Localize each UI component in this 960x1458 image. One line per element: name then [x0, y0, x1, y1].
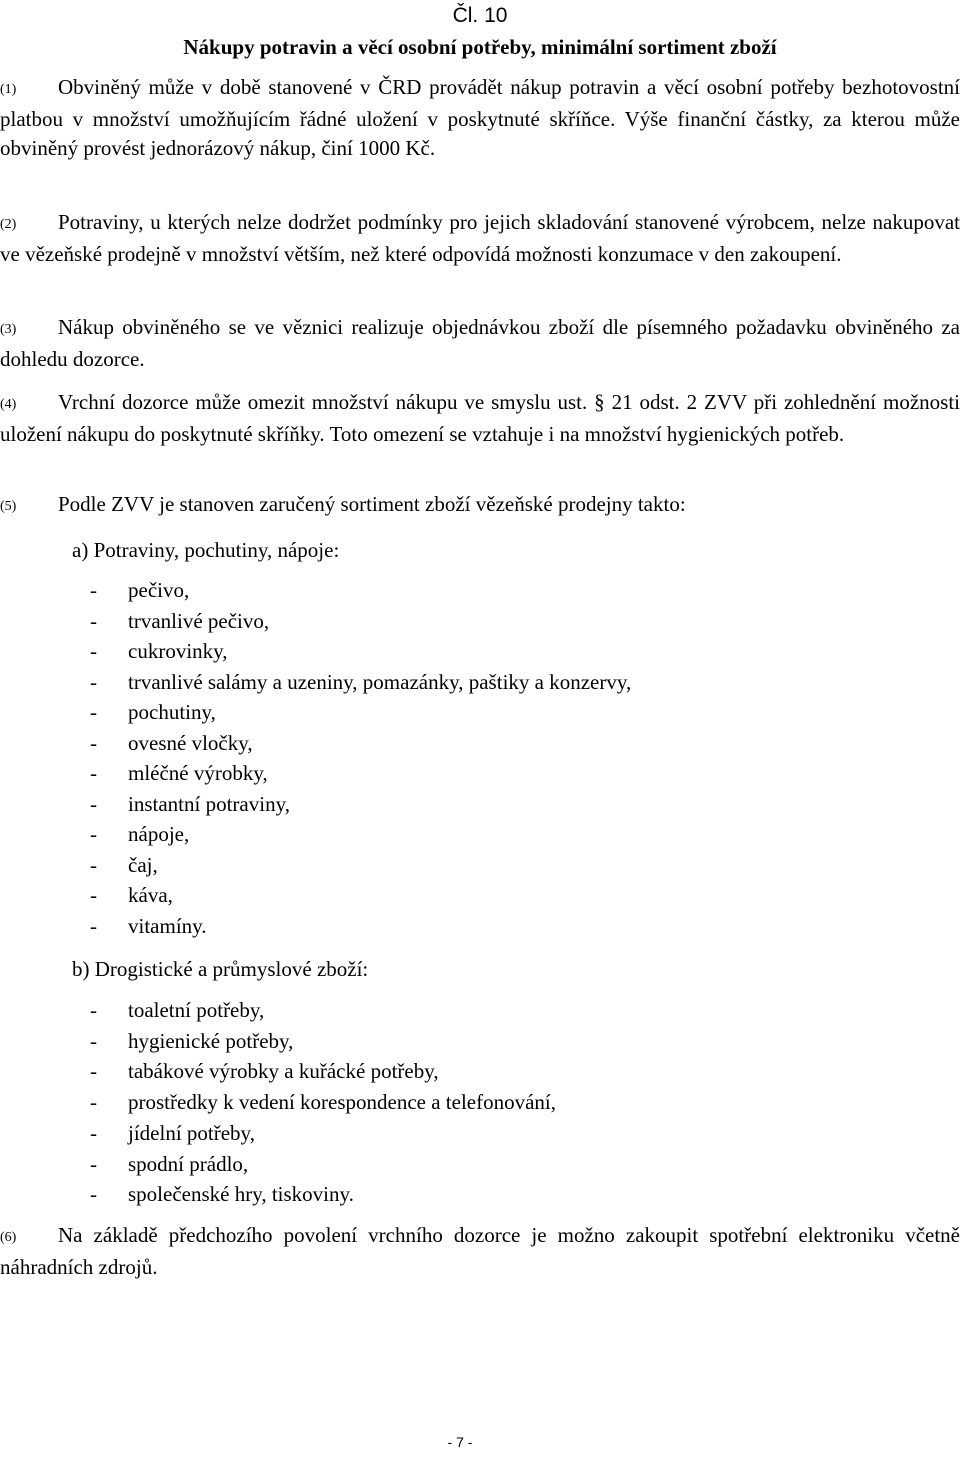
- paragraph-text-before: Vrchní dozorce může omezit množství nákupu ve smyslu ust.: [58, 390, 595, 414]
- list-item-text: jídelní potřeby,: [128, 1120, 255, 1145]
- list-item-text: toaletní potřeby,: [128, 998, 265, 1022]
- paragraph-text: Obviněný může v době stanovené v ČRD provádět nákup potravin a věcí osobní potřeby bezhotovostní platbou v množství umožňujícím řádné uložení v poskytnuté skříňce. Výše finanční částky, za kterou může obviněný provést jednorázový nákup, činí 1000 Kč.: [0, 75, 960, 160]
- list-item: [90, 880, 631, 911]
- list-dash: -: [90, 578, 97, 602]
- list-item-text: trvanlivé pečivo,: [128, 608, 270, 633]
- list-item: [90, 575, 631, 606]
- list-item-text: cukrovinky,: [128, 639, 228, 663]
- list-dash: -: [90, 791, 97, 816]
- paragraph-5: [0, 490, 960, 522]
- list-item-text: čaj,: [128, 852, 158, 877]
- article-number: Čl. 10: [452, 4, 508, 27]
- list-dash: -: [90, 761, 97, 785]
- list-dash: -: [90, 1028, 97, 1053]
- list-item-text: mléčné výrobky,: [128, 761, 268, 785]
- paragraph-text: Na základě předchozího povolení vrchního dozorce je možno zakoupit spotřební elektroniku včetně náhradních zdrojů.: [0, 1223, 960, 1279]
- list-item: [90, 697, 631, 728]
- paragraph-number: (6): [0, 1230, 17, 1245]
- list-item-text: pečivo,: [128, 578, 190, 602]
- list-item: [90, 1149, 556, 1180]
- food-list-heading: a) Potraviny, pochutiny, nápoje:: [72, 538, 340, 562]
- list-item-text: káva,: [128, 883, 173, 907]
- list-item: [90, 667, 631, 698]
- list-item-text: prostředky k vedení korespondence a telefonování,: [128, 1090, 557, 1115]
- list-dash: -: [90, 639, 97, 663]
- list-item: [90, 636, 631, 667]
- list-item: [90, 1056, 556, 1087]
- list-dash: -: [90, 608, 97, 633]
- paragraph-text: Nákup obviněného se ve věznici realizuje objednávkou zboží dle písemného požadavku obviněného za dohledu dozorce.: [0, 315, 960, 371]
- paragraph-1: [0, 73, 960, 164]
- list-item-text: nápoje,: [128, 822, 190, 846]
- list-dash: -: [90, 998, 97, 1022]
- list-item: [90, 728, 631, 759]
- list-item: [90, 1179, 556, 1210]
- paragraph-3: [0, 313, 960, 374]
- paragraph-text-after: 21 odst. 2 ZVV při zohlednění možnosti uložení nákupu do poskytnuté skříňky. Toto omezení se vztahuje i na množství hygienických potřeb.: [0, 390, 960, 446]
- list-item: [90, 1087, 556, 1118]
- list-item: [90, 1118, 556, 1149]
- list-item: [90, 850, 631, 881]
- paragraph-text: Podle ZVV je stanoven zaručený sortiment zboží vězeňské prodejny takto:: [58, 492, 686, 516]
- list-dash: -: [90, 852, 97, 877]
- drugstore-list-heading: b) Drogistické a průmyslové zboží:: [72, 957, 369, 981]
- page-number: - 7 -: [447, 1434, 473, 1450]
- list-item: [90, 995, 556, 1026]
- paragraph-number: (3): [0, 322, 17, 337]
- list-item: [90, 789, 631, 820]
- paragraph-number: (2): [0, 217, 17, 232]
- list-item: [90, 819, 631, 850]
- list-dash: -: [90, 1059, 97, 1084]
- list-dash: -: [90, 822, 97, 846]
- list-item: [90, 606, 631, 637]
- paragraph-4: [0, 388, 960, 449]
- list-item-text: hygienické potřeby,: [128, 1028, 294, 1053]
- list-dash: -: [90, 700, 97, 724]
- paragraph-2: [0, 208, 960, 269]
- list-item: [90, 911, 631, 942]
- list-item-text: trvanlivé salámy a uzeniny, pomazánky, paštiky a konzervy,: [128, 669, 632, 694]
- list-item: [90, 1026, 556, 1057]
- list-item: [90, 758, 631, 789]
- article-title: Nákupy potravin a věcí osobní potřeby, minimální sortiment zboží: [183, 35, 777, 59]
- list-dash: -: [90, 1090, 97, 1115]
- list-dash: -: [90, 913, 97, 938]
- paragraph-number: (4): [0, 397, 17, 412]
- food-list: [90, 575, 631, 941]
- list-dash: -: [90, 669, 97, 694]
- list-item-text: pochutiny,: [128, 700, 216, 724]
- drugstore-list: [90, 995, 556, 1210]
- list-dash: -: [90, 1120, 97, 1145]
- paragraph-text: Potraviny, u kterých nelze dodržet podmínky pro jejich skladování stanovené výrobcem, nelze nakupovat ve vězeňské prodejně v množství větším, než které odpovídá možnosti konzumace v den zakoupení.: [0, 210, 960, 266]
- list-item-text: spodní prádlo,: [128, 1151, 249, 1176]
- list-dash: -: [90, 883, 97, 907]
- paragraph-6: [0, 1221, 960, 1282]
- list-item-text: tabákové výrobky a kuřácké potřeby,: [128, 1059, 439, 1084]
- list-dash: -: [90, 1182, 97, 1207]
- list-dash: -: [90, 1151, 97, 1176]
- list-item-text: instantní potraviny,: [128, 791, 290, 816]
- list-item-text: ovesné vločky,: [128, 730, 253, 755]
- paragraph-number: (5): [0, 499, 17, 514]
- list-dash: -: [90, 730, 97, 755]
- section-sign: §: [594, 390, 605, 414]
- list-item-text: společenské hry, tiskoviny.: [128, 1182, 354, 1207]
- paragraph-number: (1): [0, 82, 17, 97]
- list-item-text: vitamíny.: [128, 913, 207, 938]
